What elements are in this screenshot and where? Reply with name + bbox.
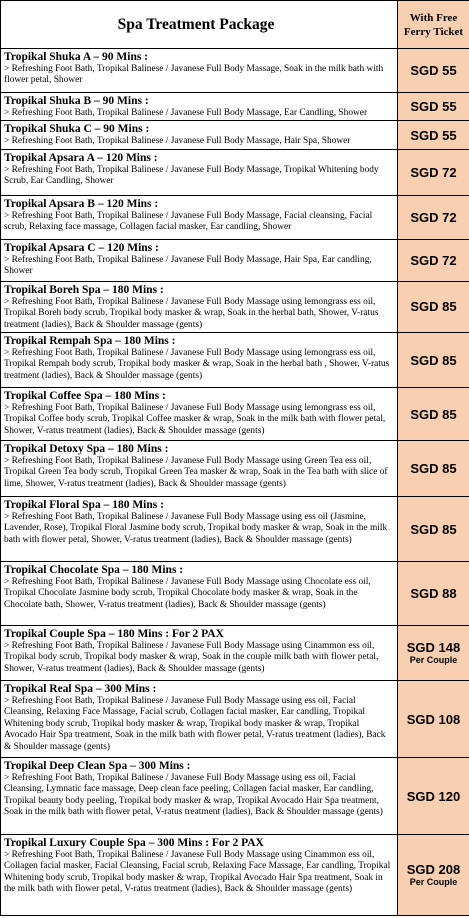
package-row — [1, 239, 469, 281]
package-description: > Refreshing Foot Bath, Tropikal Balinese / Javanese Full Body Massage using ess oil (Jasmine, Lavender, Rose), Tropikal Floral Jasmine body scrub, Tropikal body masker & wrap, Soak in the milk bath with flower petal, Shower, V-ratus treatment (ladies), Back & Shoulder massage (gents) — [4, 512, 388, 545]
package-description: > Refreshing Foot Bath, Tropikal Balinese / Javanese Full Body Massage, Facial cleansing, Facial scrub, Relaxing face massage, Collagen facial masker, Ear candling, Shower — [4, 210, 373, 233]
package-price-cell — [398, 626, 469, 681]
package-row — [1, 333, 469, 388]
package-description-cell — [1, 195, 398, 239]
package-row — [1, 281, 469, 332]
package-name: Tropikal Apsara A – 120 Mins : — [4, 151, 158, 164]
package-row — [1, 758, 469, 835]
package-description-cell — [1, 121, 398, 149]
package-name: Tropikal Floral Spa – 180 Mins : — [4, 499, 164, 512]
package-description-cell — [1, 388, 398, 441]
package-row — [1, 681, 469, 758]
package-price-cell — [398, 121, 469, 149]
package-price: SGD 72 — [410, 252, 457, 268]
package-price: SGD 55 — [410, 127, 457, 143]
package-name: Tropikal Shuka A – 90 Mins : — [4, 51, 149, 63]
package-name: Tropikal Detoxy Spa – 180 Mins : — [4, 443, 169, 456]
package-price: SGD 85 — [410, 406, 457, 422]
package-description-cell — [1, 239, 398, 281]
package-price-cell — [398, 93, 469, 121]
package-description: > Refreshing Foot Bath, Tropikal Balinese / Javanese Full Body Massage using Green Tea ess oil, Tropikal Green Tea body scrub, Tropikal Green Tea masker & wrap, Soak in the Tea bath with slice of lime, Shower, V-ratus treatment (ladies), Back & Shoulder massage (gents) — [4, 456, 388, 489]
package-price-note: Per Couple — [409, 655, 458, 666]
package-description-cell — [1, 93, 398, 121]
price-header-line1: With Free — [409, 11, 458, 24]
package-row — [1, 441, 469, 497]
package-row — [1, 121, 469, 149]
package-price: SGD 108 — [406, 711, 461, 727]
package-description-cell — [1, 497, 398, 562]
package-description: > Refreshing Foot Bath, Tropikal Balinese / Javanese Full Body Massage, Hair Spa, Shower — [4, 136, 351, 147]
package-name: Tropikal Apsara C – 120 Mins : — [4, 241, 159, 254]
package-description-cell — [1, 441, 398, 497]
table-title: Spa Treatment Package — [1, 1, 398, 49]
package-price: SGD 120 — [406, 788, 461, 804]
package-row — [1, 149, 469, 195]
package-price: SGD 55 — [410, 63, 457, 78]
package-price-cell — [398, 333, 469, 388]
package-description: > Refreshing Foot Bath, Tropikal Balinese / Javanese Full Body Massage, Tropikal Whitening body Scrub, Ear Candling, Shower — [4, 164, 379, 187]
package-description-cell — [1, 49, 398, 93]
package-name: Tropikal Luxury Couple Spa – 300 Mins : For 2 PAX — [4, 837, 264, 850]
package-description: > Refreshing Foot Bath, Tropikal Balinese / Javanese Full Body Massage using lemongrass ess oil, Tropikal Rempah body scrub, Tropikal body masker & wrap, Soak in the herbal bath , Shower, V-ratus treatment (ladies), Back & Shoulder massage (gents) — [4, 348, 390, 381]
package-description-cell — [1, 681, 398, 758]
package-description-cell — [1, 281, 398, 332]
package-description: > Refreshing Foot Bath, Tropikal Balinese / Javanese Full Body Massage, Soak in the milk bath with flower petal, Shower — [4, 64, 384, 86]
package-price: SGD 85 — [410, 299, 457, 315]
package-price-cell — [398, 239, 469, 281]
package-price: SGD 85 — [410, 461, 457, 477]
package-price-cell — [398, 49, 469, 93]
package-name: Tropikal Deep Clean Spa – 300 Mins : — [4, 760, 191, 773]
package-row — [1, 497, 469, 562]
price-column-header — [398, 1, 469, 49]
package-row — [1, 195, 469, 239]
package-name: Tropikal Coffee Spa – 180 Mins : — [4, 390, 166, 403]
package-price: SGD 85 — [410, 521, 457, 537]
package-name: Tropikal Rempah Spa – 180 Mins : — [4, 335, 176, 348]
package-price-cell — [398, 149, 469, 195]
package-name: Tropikal Boreh Spa – 180 Mins : — [4, 283, 164, 296]
package-price: SGD 72 — [410, 164, 457, 180]
package-price-cell — [398, 681, 469, 758]
package-description-cell — [1, 562, 398, 626]
package-price: SGD 88 — [410, 586, 457, 602]
package-description: > Refreshing Foot Bath, Tropikal Balinese / Javanese Full Body Massage using lemongrass ess oil, Tropikal Boreh body scrub, Tropikal body masker & wrap, Soak in the herbal bath, Shower, V-ratus treatment (ladies), Back & Shoulder massage (gents) — [4, 296, 379, 330]
package-price-cell — [398, 388, 469, 441]
package-price-cell — [398, 441, 469, 497]
package-name: Tropikal Couple Spa – 180 Mins : For 2 PAX — [4, 628, 224, 641]
package-name: Tropikal Apsara B – 120 Mins : — [4, 197, 159, 210]
package-price-cell — [398, 835, 469, 916]
package-price-cell — [398, 562, 469, 626]
package-price-cell — [398, 281, 469, 332]
package-row — [1, 388, 469, 441]
package-description-cell — [1, 149, 398, 195]
package-row — [1, 835, 469, 916]
package-description: > Refreshing Foot Bath, Tropikal Balinese / Javanese Full Body Massage, Hair Spa, Ear candling, Shower — [4, 254, 372, 277]
package-description-cell — [1, 626, 398, 681]
price-header-line2: Ferry Ticket — [403, 25, 464, 38]
package-price: SGD 55 — [410, 99, 457, 115]
header-row — [1, 1, 469, 49]
package-price-note: Per Couple — [409, 877, 458, 888]
package-price-cell — [398, 195, 469, 239]
package-description: > Refreshing Foot Bath, Tropikal Balinese / Javanese Full Body Massage using ess oil, Facial Cleansing, Lymnatic face massage, Deep clean face peeling, Collagen facial masker, Ear candling, Tropikal beauty body peeling, Tropikal body masker & wrap, Tropikal Avocado Hair Spa treatment, Soak in the milk bath with flower petal, V-ratus treatment (ladies), Back & Shoulder massage (gents) — [4, 773, 383, 818]
package-name: Tropikal Shuka C – 90 Mins : — [4, 123, 150, 136]
package-description: > Refreshing Foot Bath, Tropikal Balinese / Javanese Full Body Massage using ess oil, Facial Cleansing, Relaxing Face Massage, Facial scrub, Collagen facial masker, Ear candling, Tropikal Whitening body scrub, Tropikal body masker & wrap, Tropikal body masker & wrap, Tropikal Avocado Hair Spa treatment, Soak in the milk bath with flower petal, V-ratus treatment (ladies), Back & Shoulder massage (gents) — [4, 696, 386, 752]
package-description: > Refreshing Foot Bath, Tropikal Balinese / Javanese Full Body Massage using lemongrass ess oil, Tropikal Coffee body scrub, Tropikal Coffee masker & wrap, Soak in the milk bath with flower petal, Shower, V-ratus treatment (ladies), Back & Shoulder massage (gents) — [4, 403, 386, 436]
package-description: > Refreshing Foot Bath, Tropikal Balinese / Javanese Full Body Massage using Cinammon ess oil, Collagen facial masker, Facial Cleansing, Facial scrub, Relaxing Face Massage, Ear candling, Tropikal Whitening body scrub, Tropikal body masker & wrap, Tropikal Avocado Hair Spa treatment, Soak in the milk bath with flower petal, V-ratus treatment (ladies), Back & Shoulder massage (gents) — [4, 850, 391, 895]
package-price: SGD 148 — [406, 640, 461, 656]
package-rows — [1, 49, 469, 916]
package-price: SGD 208 — [406, 862, 461, 878]
package-description: > Refreshing Foot Bath, Tropikal Balinese / Javanese Full Body Massage using Cinammon ess oil, Tropikal body scrub, Tropikal body masker & wrap, Soak in the couple milk bath with flower petal, Shower, V-ratus treatment (ladies), Back & Shoulder massage (gents) — [4, 641, 379, 674]
package-row — [1, 93, 469, 121]
package-name: Tropikal Chocolate Spa – 180 Mins : — [4, 564, 184, 577]
package-description-cell — [1, 333, 398, 388]
package-row — [1, 49, 469, 93]
package-row — [1, 626, 469, 681]
package-description: > Refreshing Foot Bath, Tropikal Balinese / Javanese Full Body Massage, Ear Candling, Shower — [4, 108, 368, 118]
package-price-cell — [398, 758, 469, 835]
package-description-cell — [1, 758, 398, 835]
package-description-cell — [1, 835, 398, 916]
package-price: SGD 85 — [410, 352, 457, 368]
package-name: Tropikal Shuka B – 90 Mins : — [4, 95, 149, 107]
package-description: > Refreshing Foot Bath, Tropikal Balinese / Javanese Full Body Massage using Chocolate ess oil, Tropikal Chocolate Jasmine body scrub, Tropikal Chocolate body masker & wrap, Soak in the Chocolate bath, Shower, V-ratus treatment (ladies), Back & Shoulder massage (gents) — [4, 577, 371, 610]
package-name: Tropikal Real Spa – 300 Mins : — [4, 683, 157, 696]
package-price-cell — [398, 497, 469, 562]
package-price: SGD 72 — [410, 209, 457, 225]
package-row — [1, 562, 469, 626]
